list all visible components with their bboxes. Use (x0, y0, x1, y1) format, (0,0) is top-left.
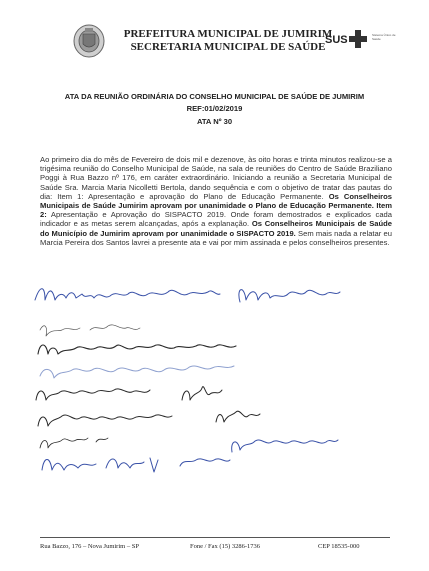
sus-logo-text: SUS (325, 34, 348, 46)
letterhead (0, 0, 429, 62)
signature-4 (38, 345, 236, 354)
cross-icon (349, 30, 367, 48)
signature-12 (232, 440, 338, 452)
body-part-1: Ao primeiro dia do mês de Fevereiro de dois mil e dezenove, às oito horas e trinta minutos realizou-se a trigésima reunião do Conselho Municipal de Saúde, na sala de reuniões do Centro de Saúde Braziliano Poggi à Rua Bazzo nº 176, em caráter extraordinário. Iniciando a reunião a Secretaria Municipal de Saúde Sra. Marcia Maria Nicolletti Bertola, dando sequência e com o objetivo de tratar das pautas do dia: Item 1: Apresentação e aprovação do Plano de Educação Permanente. (40, 155, 392, 201)
signature-8 (38, 415, 172, 426)
header-line-1: PREFEITURA MUNICIPAL DE JUMIRIM (123, 28, 333, 40)
signature-2 (239, 290, 340, 302)
footer-cep: CEP 18535-000 (318, 543, 360, 550)
body-bold-2: Os Conselheiros Municipais de Saúde do Município de Jumirim aprovam por unanimidade o SISPACTO 2019. (40, 219, 392, 238)
minutes-body (40, 155, 392, 247)
signatures-area (30, 280, 400, 480)
signature-11 (42, 458, 230, 472)
body-bold-1: Os Conselheiros Municipais de Saúde Jumirim aprovam por unanimidade o Plano de Educação Permanente. Item 2: (40, 191, 392, 220)
document-title: ATA DA REUNIÃO ORDINÁRIA DO CONSELHO MUNICIPAL DE SAÚDE DE JUMIRIM (64, 92, 365, 101)
footer-phone: Fone / Fax (15) 3286-1736 (190, 543, 261, 550)
signature-10 (40, 438, 108, 448)
signature-9 (216, 411, 260, 422)
footer-divider (40, 537, 390, 538)
document-ref: REF:01/02/2019 (186, 104, 243, 113)
signature-1 (35, 289, 220, 300)
body-part-2: Apresentação e Aprovação do SISPACTO 2019. Onde foram demostrados e explicados cada indicador e as metas serem alcançadas, após a explanação. (40, 210, 392, 229)
document-ata-number: ATA Nº 30 (196, 117, 233, 126)
body-part-3: Sem mais nada a relatar eu Marcia Pereira dos Santos lavrei a presente ata e vai por mim assinada e pelos conselheiros presentes. (40, 228, 392, 247)
header-line-2: SECRETARIA MUNICIPAL DE SAÚDE (130, 41, 326, 53)
municipal-seal-icon (72, 24, 106, 58)
sus-subtitle: Sistema Único de Saúde (372, 33, 396, 41)
footer-address: Rua Bazzo, 176 – Nova Jumirim – SP (40, 543, 139, 550)
sus-logo (325, 28, 395, 54)
signature-3 (40, 325, 140, 336)
signature-6 (36, 389, 150, 400)
signature-7 (182, 387, 222, 400)
signature-5 (40, 366, 234, 378)
